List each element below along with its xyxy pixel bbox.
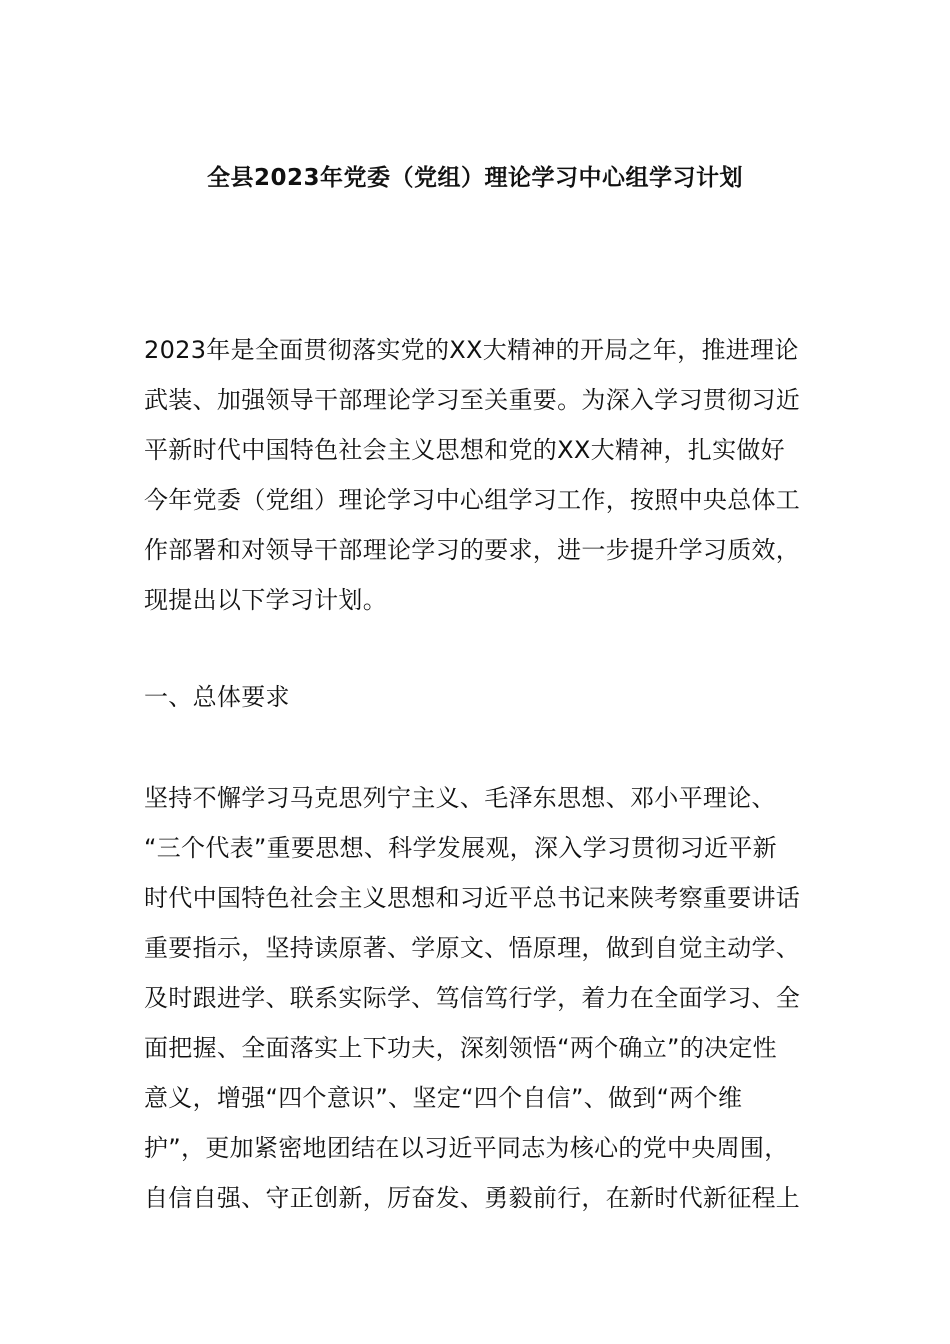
body-line: 及时跟进学、联系实际学、笃信笃行学，着力在全面学习、全 [144,984,801,1012]
body-line: 护”，更加紧密地团结在以习近平同志为核心的党中央周围， [144,1134,789,1162]
body-line: 自信自强、守正创新，厉奋发、勇毅前行，在新时代新征程上 [144,1184,801,1212]
body-line: 坚持不懈学习马克思列宁主义、毛泽东思想、邓小平理论、 [144,784,776,812]
intro-line: 武装、加强领导干部理论学习至关重要。为深入学习贯彻习近 [144,386,801,414]
body-paragraph [144,773,814,1223]
intro-paragraph [144,325,814,625]
document-title: 全县2023年党委（党组）理论学习中心组学习计划 [206,165,743,191]
body-line: 时代中国特色社会主义思想和习近平总书记来陕考察重要讲话 [144,884,801,912]
body-line: 面把握、全面落实上下功夫，深刻领悟“两个确立”的决定性 [144,1034,777,1062]
body-line: 意义，增强“四个意识”、坚定“四个自信”、做到“两个维 [144,1084,743,1112]
intro-line: 2023年是全面贯彻落实党的XX大精神的开局之年，推进理论 [144,336,799,364]
body-line: 重要指示，坚持读原著、学原文、悟原理，做到自觉主动学、 [144,934,801,962]
intro-line: 现提出以下学习计划。 [144,586,387,614]
section-heading: 一、总体要求 [144,683,290,711]
intro-line: 今年党委（党组）理论学习中心组学习工作，按照中央总体工 [144,486,801,514]
intro-line: 平新时代中国特色社会主义思想和党的XX大精神，扎实做好 [144,436,785,464]
intro-line: 作部署和对领导干部理论学习的要求，进一步提升学习质效， [144,536,801,564]
body-line: “三个代表”重要思想、科学发展观，深入学习贯彻习近平新 [144,834,777,862]
